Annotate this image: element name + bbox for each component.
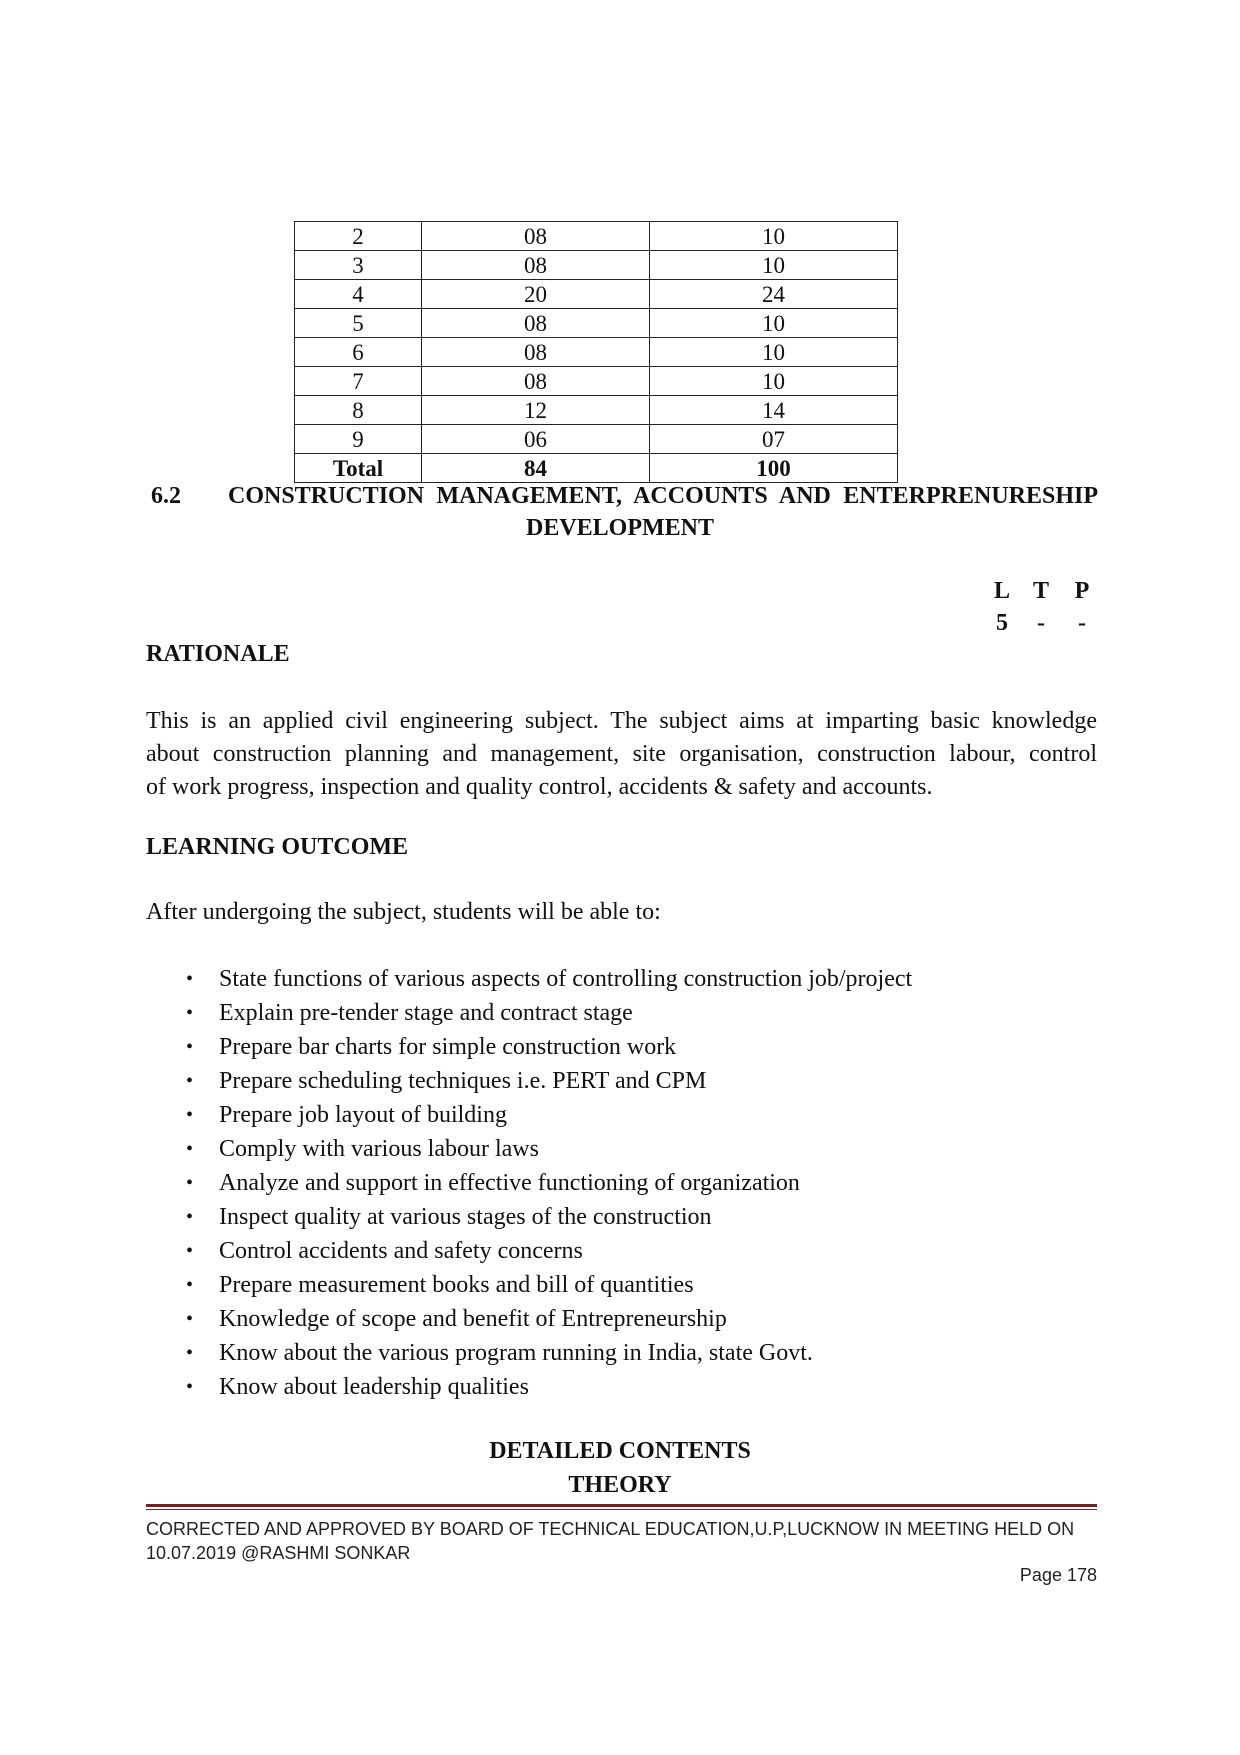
list-item (186, 1302, 912, 1336)
list-item-text: Prepare bar charts for simple construction work (219, 1034, 677, 1060)
bullet-icon: • (186, 1274, 194, 1296)
bullet-icon: • (186, 1002, 194, 1024)
table-cell: 20 (422, 280, 650, 309)
list-item (186, 1166, 912, 1200)
table-cell: 24 (650, 280, 898, 309)
ltp-value-t: - (1037, 610, 1045, 636)
table-cell: 10 (650, 338, 898, 367)
table-cell: 08 (422, 309, 650, 338)
rationale-heading: RATIONALE (146, 641, 290, 667)
table-cell: 14 (650, 396, 898, 425)
table-body (295, 222, 898, 483)
table-row (295, 309, 898, 338)
table-row (295, 280, 898, 309)
table-row (295, 396, 898, 425)
table-cell: 08 (422, 367, 650, 396)
table-cell: 6 (295, 338, 422, 367)
list-item-text: State functions of various aspects of controlling construction job/project (219, 966, 913, 992)
bullet-icon: • (186, 1036, 194, 1058)
table-cell: 07 (650, 425, 898, 454)
ltp-value-p: - (1078, 610, 1086, 636)
table-cell: 4 (295, 280, 422, 309)
list-item-text: Explain pre-tender stage and contract stage (219, 1000, 633, 1026)
table-cell: 08 (422, 222, 650, 251)
bullet-icon: • (186, 1308, 194, 1330)
bullet-icon: • (186, 1240, 194, 1262)
table-cell: 9 (295, 425, 422, 454)
list-item-text: Knowledge of scope and benefit of Entrepreneurship (219, 1306, 727, 1332)
table-total-row (295, 454, 898, 483)
list-item (186, 1132, 912, 1166)
bullet-icon: • (186, 1104, 194, 1126)
learning-outcome-intro: After undergoing the subject, students will be able to: (146, 899, 661, 925)
table-cell: 06 (422, 425, 650, 454)
footer-rule (146, 1504, 1097, 1507)
table-cell: 08 (422, 251, 650, 280)
table-row (295, 338, 898, 367)
table-row (295, 222, 898, 251)
table-cell: 10 (650, 309, 898, 338)
list-item (186, 996, 912, 1030)
list-item-text: Control accidents and safety concerns (219, 1238, 583, 1264)
list-item-text: Inspect quality at various stages of the construction (219, 1204, 712, 1230)
list-item-text: Analyze and support in effective functioning of organization (219, 1170, 800, 1196)
footer-rule-thin (146, 1509, 1097, 1510)
table-cell: 7 (295, 367, 422, 396)
table-row (295, 367, 898, 396)
ltp-header-t: T (1032, 578, 1049, 604)
table-cell: 100 (650, 454, 898, 483)
table-cell: 3 (295, 251, 422, 280)
table-cell: 8 (295, 396, 422, 425)
bullet-icon: • (186, 968, 194, 990)
rationale-paragraph (146, 705, 1097, 804)
table-cell: 12 (422, 396, 650, 425)
table-cell: 10 (650, 222, 898, 251)
bullet-icon: • (186, 1070, 194, 1092)
list-item-text: Prepare scheduling techniques i.e. PERT and CPM (219, 1068, 707, 1094)
table-cell: 08 (422, 338, 650, 367)
table-cell: 10 (650, 367, 898, 396)
ltp-header-p: P (1074, 578, 1090, 604)
bullet-icon: • (186, 1376, 194, 1398)
bullet-icon: • (186, 1138, 194, 1160)
marks-distribution-table (294, 221, 898, 483)
section-title: CONSTRUCTION MANAGEMENT, ACCOUNTS AND ENTERPRENURESHIP (228, 483, 1098, 509)
list-item (186, 1336, 912, 1370)
rationale-line: This is an applied civil engineering subject. The subject aims at imparting basic knowledge (146, 708, 1097, 734)
table-cell: 84 (422, 454, 650, 483)
list-item-text: Prepare measurement books and bill of quantities (219, 1272, 694, 1298)
list-item (186, 1268, 912, 1302)
footer-note-line: 10.07.2019 @RASHMI SONKAR (146, 1543, 411, 1563)
detailed-contents-heading: DETAILED CONTENTS (489, 1438, 751, 1464)
list-item (186, 1030, 912, 1064)
list-item-text: Comply with various labour laws (219, 1136, 539, 1162)
list-item-text: Prepare job layout of building (219, 1102, 507, 1128)
list-item (186, 1370, 912, 1404)
table-cell: 10 (650, 251, 898, 280)
list-item (186, 1098, 912, 1132)
footer-note (146, 1517, 1106, 1565)
list-item-text: Know about the various program running in India, state Govt. (219, 1340, 813, 1366)
section-title-continued: DEVELOPMENT (525, 515, 714, 541)
ltp-value-l: 5 (996, 610, 1008, 636)
ltp-header-l: L (993, 578, 1010, 604)
page-number: Page 178 (1019, 1565, 1097, 1585)
list-item (186, 1234, 912, 1268)
table-cell: 5 (295, 309, 422, 338)
footer-note-line: CORRECTED AND APPROVED BY BOARD OF TECHNICAL EDUCATION,U.P,LUCKNOW IN MEETING HELD ON (146, 1519, 1075, 1539)
rationale-line: about construction planning and management, site organisation, construction labour, control (146, 741, 1097, 767)
bullet-icon: • (186, 1342, 194, 1364)
list-item (186, 1064, 912, 1098)
learning-outcome-list (186, 962, 912, 1404)
rationale-line: of work progress, inspection and quality control, accidents & safety and accounts. (146, 774, 933, 800)
list-item (186, 962, 912, 996)
table-row (295, 425, 898, 454)
section-number: 6.2 (151, 483, 181, 509)
bullet-icon: • (186, 1206, 194, 1228)
table-cell: Total (295, 454, 422, 483)
bullet-icon: • (186, 1172, 194, 1194)
list-item (186, 1200, 912, 1234)
table-cell: 2 (295, 222, 422, 251)
table-row (295, 251, 898, 280)
theory-heading: THEORY (568, 1472, 672, 1498)
list-item-text: Know about leadership qualities (219, 1374, 529, 1400)
learning-outcome-heading: LEARNING OUTCOME (146, 834, 409, 860)
